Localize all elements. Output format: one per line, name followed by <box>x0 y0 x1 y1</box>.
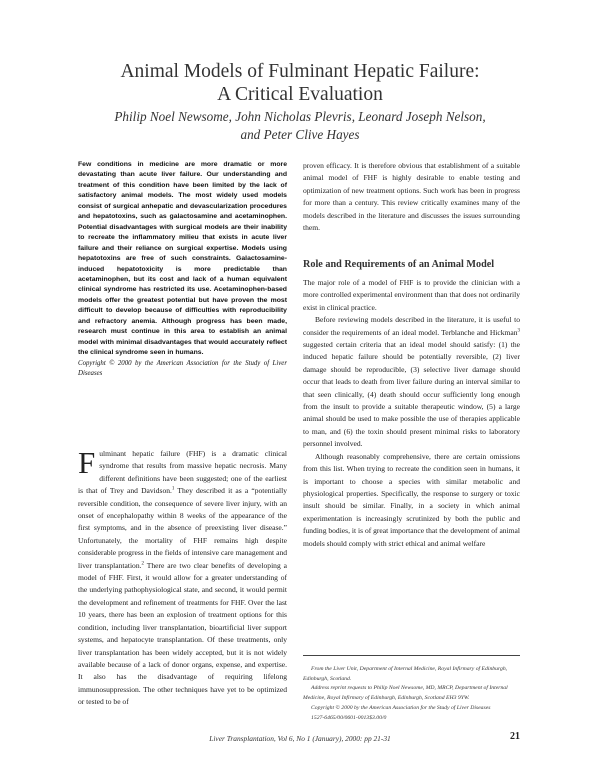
section-heading: Role and Requirements of an Animal Model <box>303 259 495 270</box>
intro-column-right <box>303 160 520 234</box>
drop-cap: F <box>78 445 96 480</box>
title-line-1: Animal Models of Fulminant Hepatic Failure: <box>120 61 480 82</box>
footnote-reprint: Address reprint requests to Philip Noel Newsome, MD, MRCP, Department of Internal Medicine, Royal Infirmary of Edinburgh, Edinburgh, Scotland EH3 9YW. <box>303 685 508 702</box>
journal-citation: Liver Transplantation, Vol 6, No 1 (January), 2000: pp 21-31 <box>209 734 391 743</box>
article-title <box>0 60 600 106</box>
section-paragraph-3: Although reasonably comprehensive, there are certain omissions from this list. When trying to recreate the condition seen in humans, it is important to choose a species with similar metabolic and physiological properties. Specifically, the response to surgery or toxic insult should be similar. Finally, in a society in which animal experimentation is increasingly scrutinized by both the public and funding bodies, it is of great importance that the development of animal models should comply with strict ethical and animal welfare <box>303 451 520 548</box>
abstract-text: Few conditions in medicine are more dramatic or more devastating than acute liver failure. Our understanding and treatment of this condition have been limited by the lack of satisfactory animal models. The most widely used models consist of surgical anhepatic and devascularization procedures and hepatotoxins, such as galactosamine and acetaminophen. Potential disadvantages with surgical models are their inability to recreate the inflammatory milieu that exists in acute liver failure and their reliance on surgical expertise. Models using hepatotoxins are free of such constraints. Galactosamine-induced hepatotoxicity is more predictable than acetaminophen, but its cost and lack of a human equivalent clinical syndrome has restricted its use. Acetaminophen-based models offer the greatest potential but have proven the most difficult to develop because of difficulties with reproducibility and refractory anemia. Although progress has been made, research must continue in this area to establish an animal model with minimal disadvantages that would accurately reflect the clinical syndrome seen in humans. <box>78 161 287 357</box>
intro-continuation: proven efficacy. It is therefore obvious that establishment of a suitable animal model of FHF is highly desirable to enable testing and optimization of new treatment options. Such work has been in progress for more than a century. This review critically examines many of the models described in the literature and discusses the issues surrounding them. <box>303 161 520 233</box>
footnote-divider <box>303 655 520 656</box>
footnote <box>303 665 520 723</box>
section-paragraph-2 <box>303 314 520 450</box>
section-text-2a: Before reviewing models described in the literature, it is useful to consider the requirements of an ideal model. Terblanche and Hickman <box>303 315 520 337</box>
reference-3[interactable]: 3 <box>517 328 520 334</box>
abstract-copyright: Copyright © 2000 by the American Association for the Study of Liver Diseases <box>78 359 287 378</box>
section-body <box>303 277 520 550</box>
authors-line-2: and Peter Clive Hayes <box>240 127 360 142</box>
intro-text-c: There are two clear benefits of developing a model of FHF. First, it would allow for a greater understanding of the underlying pathophysiological state, and second, it would permit the development and refinement of treatments for FHF. Over the last 10 years, there has been an explosion of treatment options for this condition, including liver transplantation, bioartificial liver support systems, and hepatocyte transplantation. Of these treatments, only liver transplantation has been widely accepted, but it is not widely available because of a lack of donor organs, expense, and expertise. It also has the disadvantage of requiring lifelong immunosuppression. The other techniques have yet to be optimized or tested to be of <box>78 560 287 707</box>
footnote-issn: 1527-6465/00/0601-0013$3.00/0 <box>311 714 387 721</box>
footnote-copyright: Copyright © 2000 by the American Association for the Study of Liver Diseases <box>311 704 491 711</box>
section-paragraph-1: The major role of a model of FHF is to provide the clinician with a more controlled experimental environment than that does not ordinarily exist in clinical practice. <box>303 278 520 312</box>
abstract <box>78 160 287 380</box>
authors-line-1: Philip Noel Newsome, John Nicholas Plevris, Leonard Joseph Nelson, <box>114 109 486 124</box>
reference-2[interactable]: 2 <box>141 561 144 567</box>
reference-1[interactable]: 1 <box>171 486 175 492</box>
author-list <box>80 108 520 144</box>
page-number: 21 <box>510 731 520 742</box>
footnote-affiliation: From the Liver Unit, Department of Internal Medicine, Royal Infirmary of Edinburgh, Edinburgh, Scotland. <box>303 666 508 682</box>
section-text-2b: suggested certain criteria that an ideal model should satisfy: (1) the induced hepatic failure should be potentially reversible, (2) liver damage should be reproducible, (3) selective liver damage should occur that leads to death from liver failure during an interval similar to that seen clinically, (4) death should occur sufficiently long enough from the insult to provide a suitable therapeutic window, (5) a large animal should be used to make possible the use of therapies applicable to man, and (6) the toxin should present minimal risks to laboratory personnel involved. <box>303 340 520 449</box>
title-line-2: A Critical Evaluation <box>217 84 383 105</box>
intro-column-left <box>78 445 287 709</box>
intro-paragraph <box>78 445 287 709</box>
intro-text-a: ulminant hepatic failure (FHF) is a dramatic clinical syndrome that results from massive hepatic necrosis. Many different definitions have been suggested; one of the earliest is that of Trey and Davidson. <box>78 449 287 496</box>
intro-text-b: They described it as a “potentially reversible condition, the consequence of severe liver injury, with an onset of encephalopathy within 8 weeks of the appearance of the first symptoms, and in the absence of preexisting liver disease.” Unfortunately, the mortality of FHF remains high despite considerable progress in the fields of intensive care management and liver transplantation. <box>78 486 287 570</box>
